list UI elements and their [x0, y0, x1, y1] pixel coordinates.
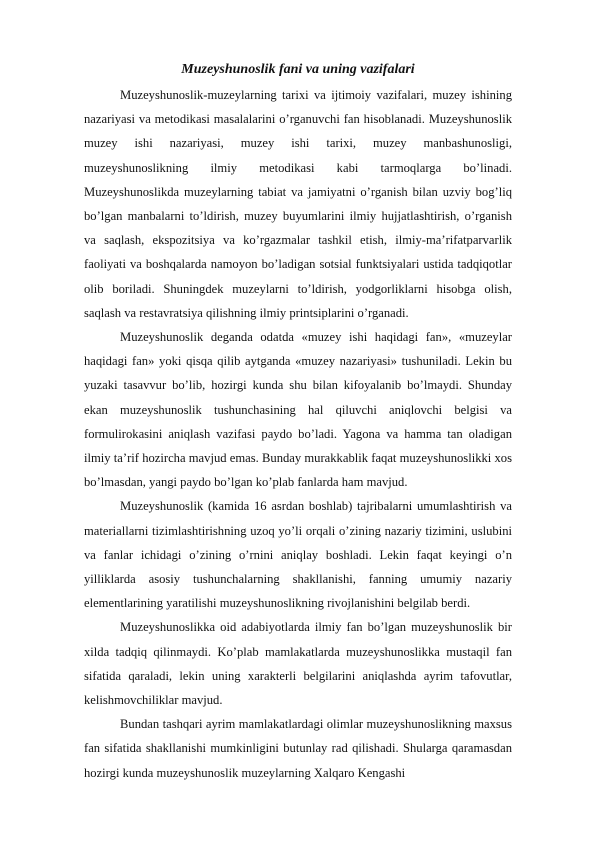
paragraph-2: Muzeyshunoslik deganda odatda «muzey ishi haqidagi fan», «muzeylar haqidagi fan» yoki qisqa qilib aytganda «muzey nazariyasi» tushuniladi. Lekin bu yuzaki tasavvur bo’lib, hozirgi kunda shu bilan kifoyalanib bo’lmaydi. Shunday ekan muzeyshunoslik tushunchasining hal qiluvchi aniqlovchi belgisi va formulirokasini aniqlash vazifasi paydo bo’ladi. Yagona va hamma tan oladigan ilmiy ta’rif hozircha mavjud emas. Bunday murakkablik faqat muzeyshunoslikki xos bo’lmasdan, yangi paydo bo’lgan ko’plab fanlarda ham mavjud. — [84, 330, 512, 490]
paragraph-3: Muzeyshunoslik (kamida 16 asrdan boshlab) tajribalarni umumlashtirish va materiallarni tizimlashtirishning uzoq yo’li orqali o’zining nazariy tizimini, uslubini va fanlar ichidagi o’zining o’rnini aniqlay boshladi. Lekin faqat keyingi o’n yilliklarda asosiy tushunchalarning shakllanishi, fanning umumiy nazariy elementlarining yaratilishi muzeyshunoslikning rivojlanishini belgilab berdi. — [84, 499, 512, 611]
paragraph-5: Bundan tashqari ayrim mamlakatlardagi olimlar muzeyshunoslikning maxsus fan sifatida shakllanishi mumkinligini butunlay rad qilishadi. Shularga qaramasdan hozirgi kunda muzeyshunoslik muzeylarning Xalqaro Kengashi — [84, 717, 512, 780]
document-title: Muzeyshunoslik fani va uning vazifalari — [181, 62, 415, 77]
document-page — [84, 58, 512, 785]
paragraph-1: Muzeyshunoslik-muzeylarning tarixi va ijtimoiy vazifalari, muzey ishining nazariyasi va metodikasi masalalarini o’rganuvchi fan hisoblanadi. Muzeyshunoslik muzey ishi nazariyasi, muzey ishi tarixi, muzey manbashunosligi, muzeyshunoslikning ilmiy metodikasi kabi tarmoqlarga bo’linadi. Muzeyshunoslikda muzeylarning tabiat va jamiyatni o’rganish bilan uzviy bog’liq bo’lgan manbalarni to’ldirish, muzey buyumlarini ilmiy hujjatlashtirish, o’rganish va saqlash, ekspozitsiya va ko’rgazmalar tashkil etish, ilmiy-ma’rifatparvarlik faoliyati va boshqalarda namoyon bo’ladigan sotsial funktsiyalari ustida tadqiqotlar olib boriladi. Shuningdek muzeylarni to’ldirish, yodgorliklarni hisobga olish, saqlash va restavratsiya qilishning ilmiy printsiplarini o’rganadi. — [84, 88, 512, 320]
paragraph-4: Muzeyshunoslikka oid adabiyotlarda ilmiy fan bo’lgan muzeyshunoslik bir xilda tadqiq qilinmaydi. Ko’plab mamlakatlarda muzeyshunoslikka mustaqil fan sifatida qaraladi, lekin uning xarakterli belgilarini aniqlashda ayrim tafovutlar, kelishmovchiliklar mavjud. — [84, 620, 512, 708]
